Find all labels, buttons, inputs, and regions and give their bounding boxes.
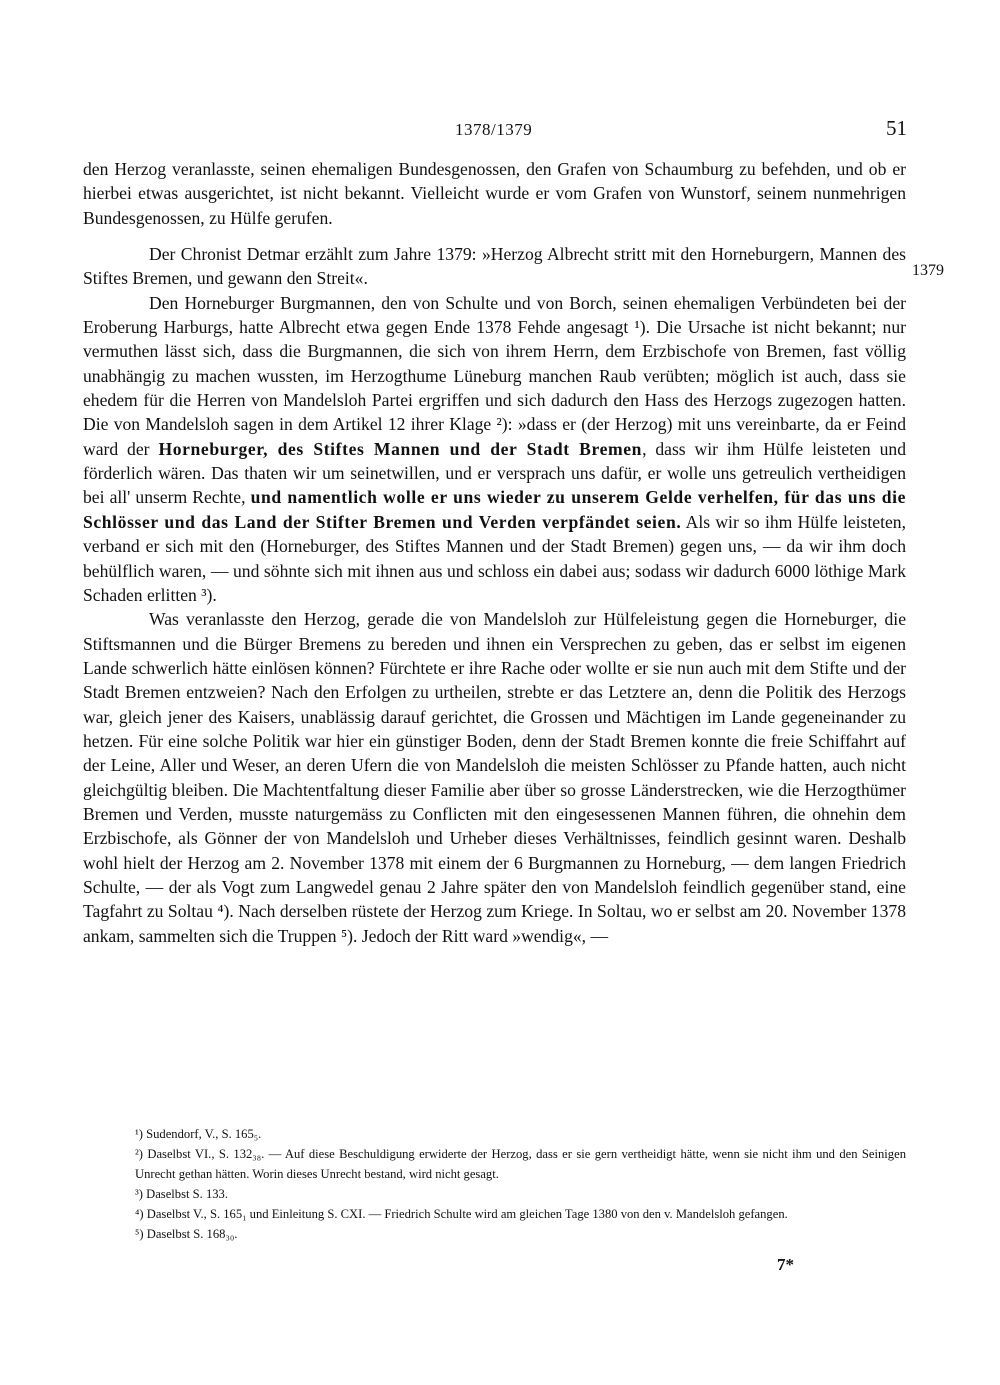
paragraph-3-cont-1: , dass wir ihm Hülfe leisteten und förderlich wären. Das thaten wir um seinetwillen, und er versprach uns dafür, er wolle uns getreulich vertheidigen bei all' unserm Rechte,: [83, 438, 907, 508]
footnote-1: ¹) Sudendorf, V., S. 165₅.: [135, 1127, 262, 1141]
footnotes: [83, 1124, 906, 1244]
footnote-4: ⁴) Daselbst V., S. 165₁ und Einleitung S. CXI. — Friedrich Schulte wird am gleichen Tage 1380 von den v. Mandelsloh gefangen.: [135, 1207, 788, 1221]
signature-mark: 7*: [777, 1255, 794, 1274]
emphasis-2: und namentlich wolle er uns wieder zu unserem Gelde verhelfen, für das uns die Schlösser und das Land der Stifter Bremen und Verden verpfändet seien.: [83, 487, 906, 532]
margin-year-note: 1379: [912, 262, 944, 279]
footnote-3: ³) Daselbst S. 133.: [135, 1187, 228, 1201]
paragraph-3-cont-2: Als wir so ihm Hülfe leisteten, verband er sich mit den (Horneburger, des Stiftes Mannen und der Stadt Bremen) gegen uns, — da wir ihm doch behülflich waren, — und söhnte sich mit ihnen aus und schloss ein dabei aus; sodass wir dadurch 6000 löthige Mark Schaden erlitten ³).: [83, 511, 906, 605]
footnote-2: ²) Daselbst VI., S. 132₃₈. — Auf diese Beschuldigung erwiderte der Herzog, dass er sie gern vertheidigt hätte, wenn sie nicht ihm und den Seinigen Unrecht gethan hätten. Worin dieses Unrecht bestand, wird nicht gesagt.: [135, 1147, 906, 1181]
paragraph-2: Der Chronist Detmar erzählt zum Jahre 1379: »Herzog Albrecht stritt mit den Horneburgern, Mannen des Stiftes Bremen, und gewann den Streit«.: [83, 244, 906, 289]
page-number: 51: [886, 116, 907, 140]
paragraph-1: den Herzog veranlasste, seinen ehemaligen Bundesgenossen, den Grafen von Schaumburg zu befehden, und ob er hierbei etwas ausgerichtet, ist nicht bekannt. Vielleicht wurde er vom Grafen von Wunstorf, seinem nunmehrigen Bundesgenossen, zu Hülfe gerufen.: [83, 159, 906, 228]
running-head: [0, 116, 1000, 146]
emphasis-1: Horneburger, des Stiftes Mannen und der Stadt Bremen: [158, 438, 643, 459]
footnote-5: ⁵) Daselbst S. 168₃₀.: [135, 1227, 238, 1241]
body-text: [83, 157, 906, 948]
paragraph-3: [83, 291, 906, 607]
paragraph-3-text: Den Horneburger Burgmannen, den von Schulte und von Borch, seinen ehemaligen Verbündeten bei der Eroberung Harburgs, hatte Albrecht etwa gegen Ende 1378 Fehde angesagt ¹). Die Ursache ist nicht bekannt; nur vermuthen lässt sich, dass die Burgmannen, die sich von ihrem Herrn, dem Erzbischofe von Bremen, fast völlig unabhängig zu machen wussten, im Herzogthume Lüneburg manchen Raub verübten; möglich ist auch, dass sie ehedem für die Herren von Mandelsloh Partei ergriffen und sich dadurch den Hass des Herzogs zugezogen hatten. Die von Mandelsloh sagen in dem Artikel 12 ihrer Klage ²): »dass er (der Herzog) mit uns vereinbarte, da er Feind ward der: [83, 292, 906, 459]
running-head-title: 1378/1379: [455, 120, 533, 139]
paragraph-4: Was veranlasste den Herzog, gerade die von Mandelsloh zur Hülfeleistung gegen die Horneburger, die Stiftsmannen und die Bürger Bremens zu bereden und ihnen ein Versprechen zu geben, das er selbst im eigenen Lande schwerlich hätte einlösen können? Fürchtete er ihre Rache oder wollte er sie nun auch mit dem Stifte und der Stadt Bremen entzweien? Nach den Erfolgen zu urtheilen, strebte er das Letztere an, denn die Politik des Herzogs war, gleich jener des Kaisers, unablässig darauf gerichtet, die Grossen und Mächtigen im Lande gegeneinander zu hetzen. Für eine solche Politik war hier ein günstiger Boden, denn der Stadt Bremen konnte die freie Schiffahrt auf der Leine, Aller und Weser, an deren Ufern die von Mandelsloh die meisten Schlösser zu Pfande hatten, auch nicht gleichgültig bleiben. Die Machtentfaltung dieser Familie aber über so grosse Länderstrecken, wie die Herzogthümer Bremen und Verden, musste naturgemäss zu Conflicten mit den eingesessenen Mannen führen, die ohnehin dem Erzbischofe, als Gönner der von Mandelsloh und Urheber dieses Verhältnisses, feindlich gesinnt waren. Deshalb wohl hielt der Herzog am 2. November 1378 mit einem der 6 Burgmannen zu Horneburg, — dem langen Friedrich Schulte, — der als Vogt zum Langwedel genau 2 Jahre später den von Mandelsloh feindlich gegenüber stand, eine Tagfahrt zu Soltau ⁴). Nach derselben rüstete der Herzog zum Kriege. In Soltau, wo er selbst am 20. November 1378 ankam, sammelten sich die Truppen ⁵). Jedoch der Ritt ward »wendig«, —: [83, 609, 906, 946]
